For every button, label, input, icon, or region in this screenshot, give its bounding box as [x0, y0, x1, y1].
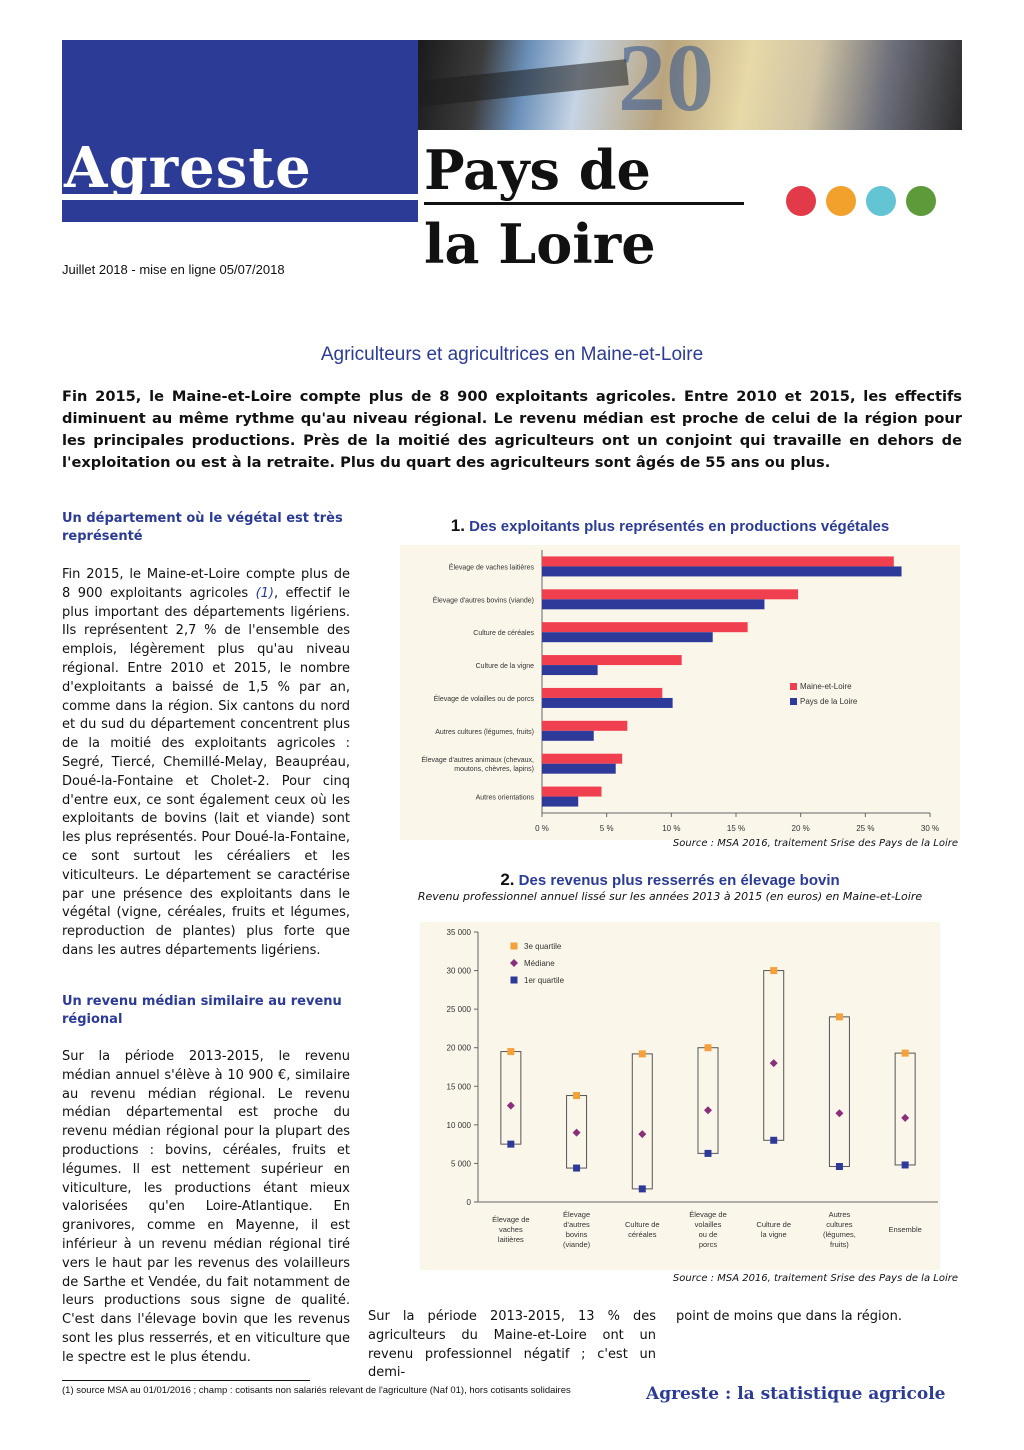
chart2-y-tick-label: 25 000	[446, 1005, 471, 1015]
region-title-line1: Pays de	[424, 138, 651, 202]
chart1-category-label: Culture de la vigne	[475, 663, 534, 671]
chart2-legend-label: 3e quartile	[524, 942, 562, 951]
section-heading-revenu: Un revenu médian similaire au revenu régional	[62, 994, 342, 1027]
chart2-category-label: Élevage d'autres bovins (viande)	[563, 1210, 591, 1249]
cyan-dot-icon	[866, 186, 896, 216]
footnote-rule	[62, 1380, 310, 1381]
chart1-bar-maine-et-loire	[542, 622, 748, 632]
chart1-bar-maine-et-loire	[542, 721, 627, 731]
chart2-point-q3	[573, 1092, 580, 1099]
chart1-bar-pays-de-la-loire	[542, 566, 902, 576]
chart2-point-q3	[902, 1050, 909, 1057]
chart2-y-tick-label: 0	[466, 1198, 471, 1207]
chart2-category-label: Ensemble	[888, 1225, 922, 1234]
footer-tagline: Agreste : la statistique agricole	[646, 1384, 946, 1404]
chart1-bar-pays-de-la-loire	[542, 632, 713, 642]
chart2-point-q3	[836, 1013, 843, 1020]
chart1-bar-maine-et-loire	[542, 655, 682, 665]
section-text-vegetal	[62, 566, 350, 961]
chart2-title	[380, 870, 960, 890]
chart2-y-tick-label: 20 000	[446, 1043, 471, 1053]
chart2-y-tick-label: 10 000	[446, 1120, 471, 1130]
chart2-legend-marker	[511, 943, 518, 950]
publication-date: Juillet 2018 - mise en ligne 05/07/2018	[62, 262, 285, 277]
chart1-bar-pays-de-la-loire	[542, 599, 764, 609]
chart1-category-label: Autres cultures (légumes, fruits)	[435, 728, 534, 736]
text-part: , effectif le plus important des départements ligériens. Ils représentent 2,7 % de l'ensemble des emplois, légèrement plus qu'au niveau régional. Entre 2010 et 2015, le nombre d'exploitants a baissé de 1,5 % par an, comme dans la région. Six cantons du nord et du sud du département concentrent plus de la moitié des exploitants agricoles : Segré, Tiercé, Chemillé-Melay, Beaupréau, Doué-la-Fontaine et Cholet-2. Pour cinq d'entre eux, ce sont également ceux où les exploitants de bovins (lait et viande) sont les plus représentés. Pour Doué-la-Fontaine, ce sont surtout les céréaliers et les viticulteurs. Le département se caractérise par une présence des exploitants dans le végétal (vigne, céréales, fruits et légumes, reproduction de plantes) plus forte que dans les autres départements ligériens.	[62, 585, 350, 958]
chart2-point-q1	[902, 1161, 909, 1168]
chart2-y-tick-label: 15 000	[446, 1082, 471, 1092]
orange-dot-icon	[826, 186, 856, 216]
chart1-bar-maine-et-loire	[542, 787, 601, 797]
chart2-point-q3	[507, 1048, 514, 1055]
chart2-point-q1	[507, 1141, 514, 1148]
chart2-legend-marker	[511, 977, 518, 984]
chart1-x-tick-label: 30 %	[920, 824, 940, 833]
chart2-point-q1	[705, 1150, 712, 1157]
chart2-point-q1	[639, 1185, 646, 1192]
region-title-rule	[424, 202, 744, 205]
chart2-y-tick-label: 5 000	[450, 1159, 471, 1169]
chart2-y-tick-label: 30 000	[446, 966, 471, 976]
chart1-title-text: Des exploitants plus représentés en productions végétales	[469, 518, 890, 535]
chart2-point-q3	[639, 1050, 646, 1057]
section-text-negatif: Sur la période 2013-2015, 13 % des agriculteurs du Maine-et-Loire ont un revenu professionnel négatif ; c'est un demi-	[368, 1309, 656, 1381]
red-dot-icon	[786, 186, 816, 216]
chart1-x-tick-label: 15 %	[726, 824, 746, 833]
chart1-bar-pays-de-la-loire	[542, 797, 578, 807]
chart1-category-label: Autres orientations	[475, 794, 534, 802]
chart1-bar-pays-de-la-loire	[542, 731, 594, 741]
chart1-legend-swatch	[790, 683, 797, 690]
lead-paragraph: Fin 2015, le Maine-et-Loire compte plus de 8 900 exploitants agricoles. Entre 2010 et 2015, les effectifs diminuent au même rythme qu'au niveau régional. Le revenu médian est proche de celui de la région pour les principales productions. Près de la moitié des agriculteurs ont un conjoint qui travaille en dehors de l'exploitation ou est à la retraite. Plus du quart des agriculteurs sont âgés de 55 ans ou plus.	[62, 388, 962, 471]
chart1-bar-maine-et-loire	[542, 688, 662, 698]
chart1-bar-pays-de-la-loire	[542, 764, 616, 774]
chart2-category-label: Culture de la vigne	[756, 1220, 792, 1239]
chart1-legend-label: Maine-et-Loire	[800, 682, 852, 691]
chart1-source: Source : MSA 2016, traitement Srise des Pays de la Loire	[672, 838, 958, 849]
chart2-number: 2.	[500, 870, 515, 889]
chart2-point-q3	[770, 967, 777, 974]
chart1-bar-maine-et-loire	[542, 589, 798, 599]
green-dot-icon	[906, 186, 936, 216]
section-text-revenu: Sur la période 2013-2015, le revenu médian annuel s'élève à 10 900 €, similaire au revenu médian régional. Le revenu médian départemental est proche du revenu médian régional pour la plupart des productions : bovins, céréales, fruits et légumes. Il est nettement supérieur en viticulture, les productions étant mieux valorisées qu'en Loire-Atlantique. En granivores, comme en Mayenne, il est inférieur à un revenu médian régional tiré vers le haut par les revenus des volailleurs de Sarthe et Vendée, du fait notamment de leurs productions sous signe de qualité. C'est dans l'élevage bovin que les revenus sont les plus resserrés, et en viticulture que le spectre est le plus étendu.	[62, 1049, 350, 1365]
chart1-x-tick-label: 25 %	[856, 824, 875, 833]
chart1-x-tick-label: 5 %	[599, 824, 614, 833]
chart1-x-tick-label: 10 %	[662, 824, 681, 833]
chart2-legend-label: 1er quartile	[524, 976, 565, 985]
chart2-point-q1	[573, 1165, 580, 1172]
chart1-legend-label: Pays de la Loire	[800, 697, 858, 706]
chart1-x-tick-label: 0 %	[535, 824, 549, 833]
footnote-reference-link[interactable]: (1)	[255, 585, 274, 601]
chart2-y-tick-label: 35 000	[446, 928, 471, 937]
footnote: (1) source MSA au 01/01/2016 ; champ : cotisants non salariés relevant de l'agriculture (Naf 01), hors cotisants solidaires	[62, 1385, 571, 1396]
chart1-bar-pays-de-la-loire	[542, 698, 673, 708]
chart2-box-chart	[420, 922, 940, 1270]
section-heading-vegetal: Un département où le végétal est très représenté	[62, 511, 343, 544]
chart1-category-label: Élevage d'autres animaux (chevaux, moutons, chèvres, lapins)	[421, 757, 534, 774]
chart1-bar-pays-de-la-loire	[542, 665, 598, 675]
chart1-category-label: Élevage d'autres bovins (viande)	[432, 597, 534, 605]
chart2-point-q1	[770, 1137, 777, 1144]
document-title: Agriculteurs et agricultrices en Maine-et-Loire	[320, 344, 704, 365]
chart2-category-label: Autres cultures (légumes, fruits)	[822, 1210, 856, 1249]
chart2-point-q1	[836, 1163, 843, 1170]
chart2-category-label: Élevage de volailles ou de porcs	[689, 1210, 727, 1249]
chart1-category-label: Culture de céréales	[473, 630, 534, 638]
header-banknote-photo: 20	[418, 40, 962, 130]
chart1-category-label: Élevage de vaches laitières	[448, 564, 534, 572]
chart1-bar-maine-et-loire	[542, 556, 894, 566]
text-part: Fin 2015, le Maine-et-Loire compte plus de 8 900 exploitants agricoles	[62, 567, 350, 601]
chart2-title-text: Des revenus plus resserrés en élevage bovin	[518, 872, 840, 889]
chart2-point-q3	[705, 1044, 712, 1051]
chart2-source: Source : MSA 2016, traitement Srise des Pays de la Loire	[672, 1273, 958, 1284]
chart1-bar-maine-et-loire	[542, 754, 622, 764]
chart1-bar-chart	[400, 545, 960, 840]
region-title-line2: la Loire	[424, 212, 656, 276]
chart1-legend-swatch	[790, 698, 797, 705]
chart1-category-label: Élevage de volailles ou de porcs	[433, 695, 534, 703]
chart2-category-label: Culture de céréales	[624, 1220, 660, 1239]
chart1-title	[380, 516, 960, 536]
chart2-category-label: Élevage de vaches laitières	[492, 1215, 530, 1244]
chart2-legend-label: Médiane	[524, 959, 555, 968]
section-text-negatif-cont: point de moins que dans la région.	[676, 1309, 902, 1324]
brand-logo: Agreste	[64, 135, 312, 201]
chart1-number: 1.	[450, 516, 465, 535]
chart2-subtitle: Revenu professionnel annuel lissé sur les années 2013 à 2015 (en euros) en Maine-et-Loire	[417, 890, 923, 903]
chart1-x-tick-label: 20 %	[791, 824, 810, 833]
